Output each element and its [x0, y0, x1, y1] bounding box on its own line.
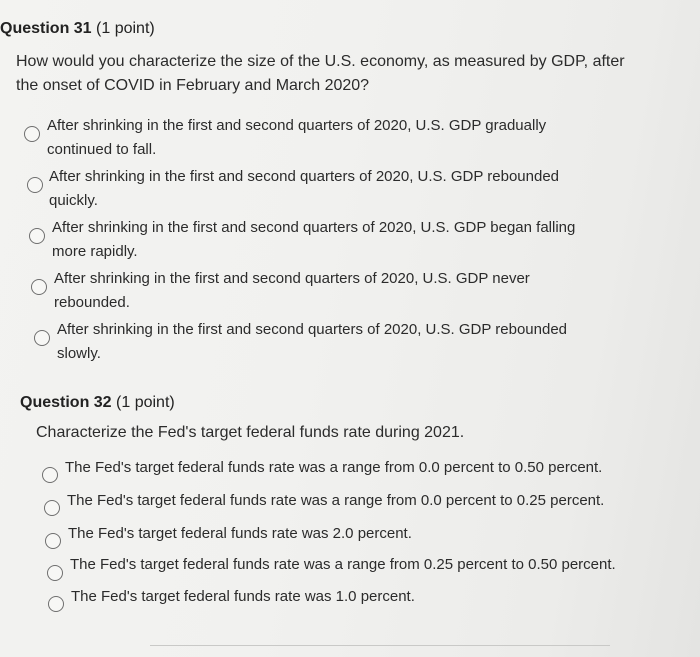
question-number: Question 32: [20, 394, 112, 411]
radio-button[interactable]: [31, 279, 47, 295]
question-header: [0, 20, 155, 38]
radio-button[interactable]: [45, 533, 61, 549]
radio-button[interactable]: [24, 126, 40, 142]
question-prompt: Characterize the Fed's target federal funds rate during 2021.: [36, 424, 465, 441]
radio-button[interactable]: [34, 330, 50, 346]
answer-option-label: The Fed's target federal funds rate was a range from 0.0 percent to 0.25 percent.: [67, 492, 605, 509]
radio-button[interactable]: [29, 228, 45, 244]
answer-option-label: After shrinking in the first and second quarters of 2020, U.S. GDP rebounded quickly.: [49, 168, 560, 209]
radio-button[interactable]: [48, 596, 64, 612]
radio-button[interactable]: [42, 467, 58, 483]
answer-option-label: After shrinking in the first and second quarters of 2020, U.S. GDP rebounded slowly.: [57, 321, 568, 362]
question-points: (1 point): [116, 394, 175, 411]
radio-button[interactable]: [27, 177, 43, 193]
question-number: Question 31: [0, 20, 92, 37]
radio-button[interactable]: [47, 565, 63, 581]
answer-option-label: The Fed's target federal funds rate was 1.0 percent.: [71, 588, 415, 605]
question-points: (1 point): [96, 20, 155, 37]
radio-button[interactable]: [44, 500, 60, 516]
answer-option-label: The Fed's target federal funds rate was 2.0 percent.: [68, 525, 412, 542]
question-prompt: How would you characterize the size of the U.S. economy, as measured by GDP, after the onset of COVID in February and March 2020?: [16, 53, 625, 94]
answer-option-label: After shrinking in the first and second quarters of 2020, U.S. GDP gradually continued to fall.: [47, 117, 547, 158]
answer-option-label: After shrinking in the first and second quarters of 2020, U.S. GDP began falling more rapidly.: [52, 219, 576, 260]
question-header: [20, 394, 175, 412]
divider: [150, 645, 610, 646]
answer-option-label: After shrinking in the first and second quarters of 2020, U.S. GDP never rebounded.: [54, 270, 530, 311]
answer-option-label: The Fed's target federal funds rate was a range from 0.0 percent to 0.50 percent.: [65, 459, 603, 476]
answer-option-label: The Fed's target federal funds rate was a range from 0.25 percent to 0.50 percent.: [70, 556, 616, 573]
